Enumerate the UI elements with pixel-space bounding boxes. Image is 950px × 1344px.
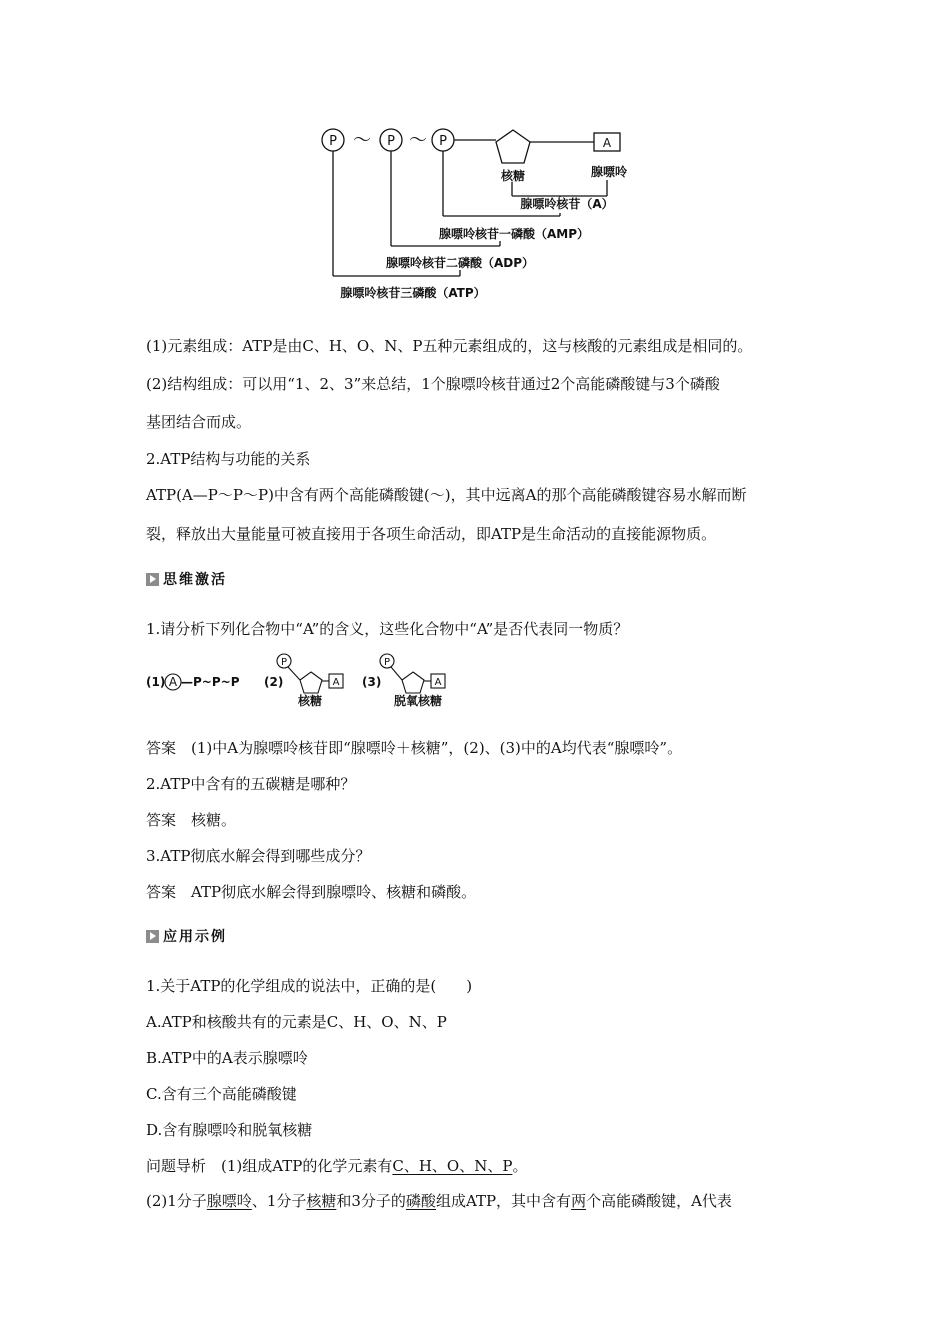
thinking-question-3: 3.ATP彻底水解会得到哪些成分？	[146, 847, 371, 865]
thinking-question-1: 1.请分析下列化合物中“A”的含义，这些化合物中“A”是否代表同一物质？	[146, 620, 629, 638]
thinking-answer-2: 答案 核糖。	[146, 811, 237, 829]
guide2-adenine-underlined: 腺嘌呤	[206, 1192, 252, 1210]
compound-3-sugar-label: 脱氧核糖	[393, 694, 443, 708]
guide2-two-underlined: 两	[571, 1192, 587, 1210]
adenine-label: 腺嘌呤	[590, 165, 628, 179]
high-energy-bond-1: ～	[353, 130, 371, 151]
structure-composition-paragraph-1: (2)结构组成：可以用“1、2、3”来总结，1个腺嘌呤核苷通过2个高能磷酸键与3个磷酸	[146, 375, 720, 393]
application-example-header	[146, 926, 227, 946]
guide-elements-underlined: C、H、O、N、P	[392, 1157, 513, 1175]
compound-1-number: (1)	[146, 675, 166, 689]
application-question-1: 1.关于ATP的化学组成的说法中，正确的是( )	[146, 977, 473, 995]
guide-suffix: 。	[512, 1157, 528, 1175]
element-composition-paragraph: (1)元素组成：ATP是由C、H、O、N、P五种元素组成的，这与核酸的元素组成是相同的。	[146, 337, 753, 355]
thinking-question-2: 2.ATP中含有的五碳糖是哪种？	[146, 775, 356, 793]
application-example-title: 应用示例	[163, 929, 227, 945]
guide2-text-5: 个高能磷酸键，A代表	[586, 1192, 732, 1210]
adenosine-label: 腺嘌呤核苷（A）	[520, 197, 614, 211]
compound-3-deoxyribose	[402, 672, 424, 693]
ribose-label: 核糖	[500, 169, 526, 183]
compound-2-ribose	[300, 672, 322, 693]
thinking-answer-3: 答案 ATP彻底水解会得到腺嘌呤、核糖和磷酸。	[146, 883, 477, 901]
compound-3-p-label: P	[383, 657, 391, 668]
compound-figure	[0, 648, 950, 710]
thinking-activation-title: 思维激活	[163, 572, 227, 588]
thinking-activation-header	[146, 569, 227, 589]
guide2-text-4: 组成ATP，其中含有	[435, 1192, 572, 1210]
play-triangle-icon	[146, 573, 159, 586]
atp-label: 腺嘌呤核苷三磷酸（ATP）	[340, 286, 486, 300]
phosphate-label-2: P	[387, 134, 395, 149]
question-guide-line-2	[146, 1191, 732, 1211]
structure-composition-paragraph-2: 基团结合而成。	[146, 413, 252, 431]
compound-3-a-label: A	[434, 677, 442, 688]
option-c: C.含有三个高能磷酸键	[146, 1085, 297, 1103]
structure-function-paragraph-2: 裂，释放出大量能量可被直接用于各项生命活动，即ATP是生命活动的直接能源物质。	[146, 525, 717, 543]
thinking-answer-1: 答案 (1)中A为腺嘌呤核苷即“腺嘌呤＋核糖”，(2)、(3)中的A均代表“腺嘌呤”。	[146, 739, 683, 757]
guide2-text-2: 、1分子	[251, 1192, 307, 1210]
compound-2-number: (2)	[264, 675, 284, 689]
guide2-phosphate-underlined: 磷酸	[405, 1192, 436, 1210]
atp-structure-diagram	[0, 0, 950, 310]
compound-2-p-label: P	[280, 657, 288, 668]
guide2-text-1: (2)1分子	[146, 1192, 207, 1210]
phosphate-label-3: P	[439, 134, 447, 149]
option-b: B.ATP中的A表示腺嘌呤	[146, 1049, 308, 1067]
guide-prefix: 问题导析 (1)组成ATP的化学元素有	[146, 1157, 393, 1175]
high-energy-bond-2: ～	[409, 130, 427, 151]
amp-label: 腺嘌呤核苷一磷酸（AMP）	[438, 227, 590, 241]
guide2-text-3: 和3分子的	[336, 1192, 406, 1210]
question-guide-line-1	[146, 1156, 527, 1176]
adp-label: 腺嘌呤核苷二磷酸（ADP）	[385, 256, 535, 270]
option-d: D.含有腺嘌呤和脱氧核糖	[146, 1121, 313, 1139]
structure-function-paragraph-1: ATP(A—P～P～P)中含有两个高能磷酸键(～)，其中远离A的那个高能磷酸键容易水解而断	[146, 486, 747, 504]
structure-function-heading: 2.ATP结构与功能的关系	[146, 450, 311, 468]
ribose-pentagon	[496, 130, 530, 163]
compound-2-a-label: A	[332, 677, 340, 688]
play-triangle-icon	[146, 930, 159, 943]
compound-1-a-label: A	[168, 675, 178, 689]
compound-3-number: (3)	[362, 675, 382, 689]
compound-1-chain: —P~P~P	[181, 675, 240, 689]
adenine-box-label: A	[602, 136, 612, 150]
compound-2-sugar-label: 核糖	[297, 694, 323, 708]
guide2-ribose-underlined: 核糖	[306, 1192, 337, 1210]
option-a: A.ATP和核酸共有的元素是C、H、O、N、P	[146, 1013, 447, 1031]
phosphate-label-1: P	[329, 134, 337, 149]
